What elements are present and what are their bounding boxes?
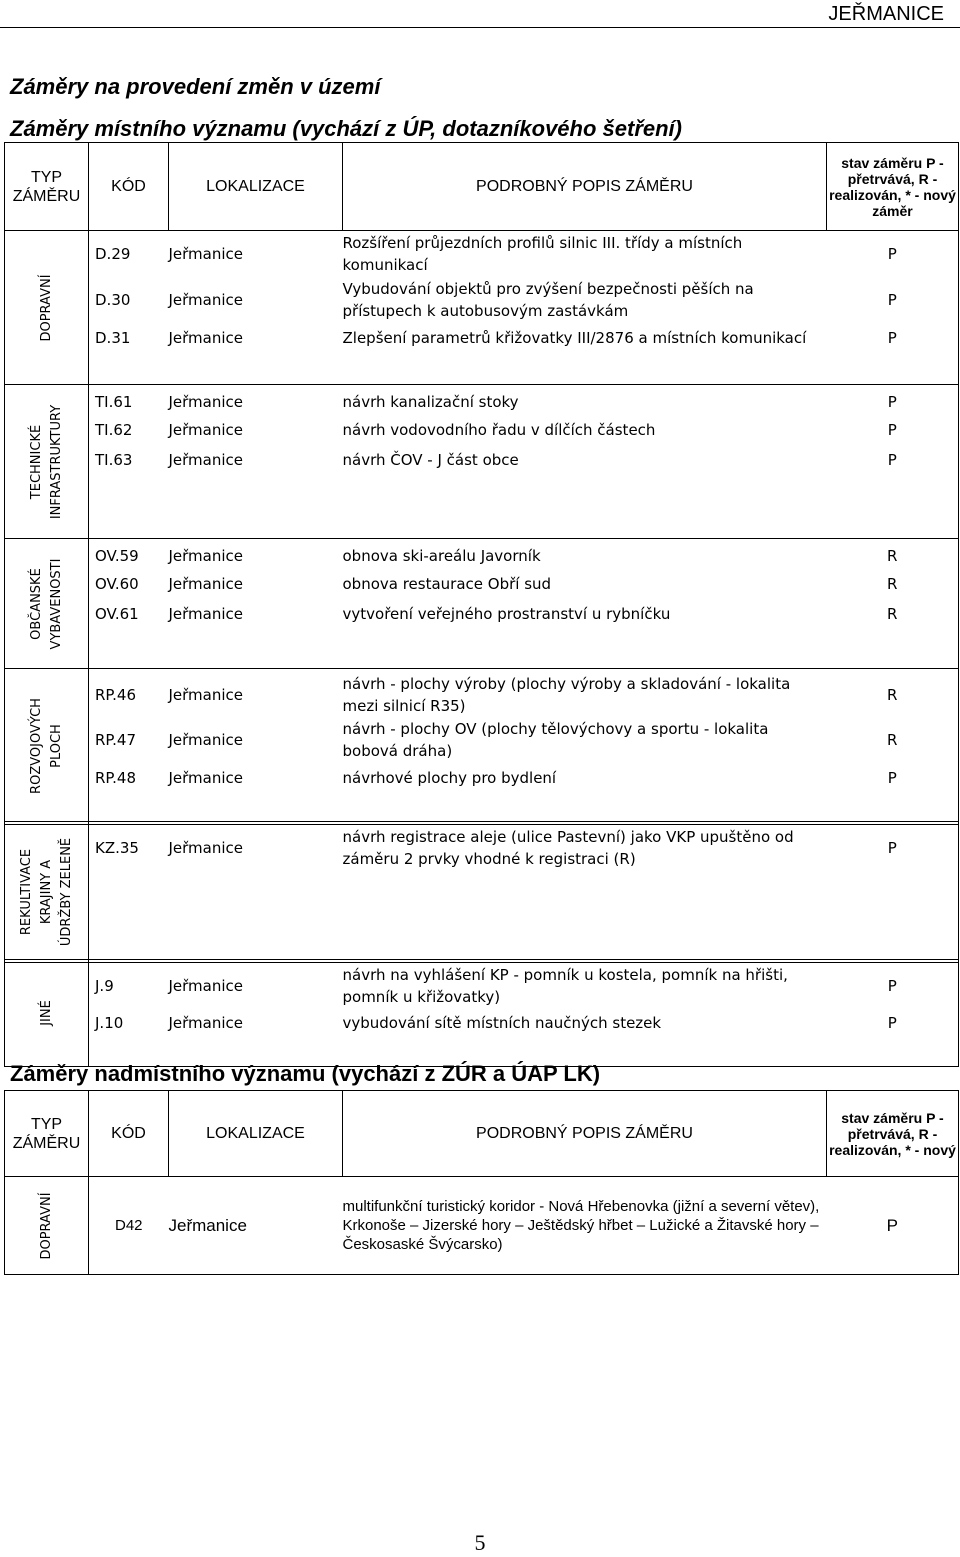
table-row	[5, 231, 959, 277]
table-row	[5, 763, 959, 793]
category-label: TECHNICKÉ INFRASTRUKTURY	[28, 404, 64, 519]
col-kod: KÓD	[89, 143, 169, 231]
group-2	[4, 538, 959, 669]
lokalizace-cell: Jeřmanice	[169, 1177, 343, 1275]
stav-cell: P	[827, 1008, 959, 1038]
lokalizace-cell: Jeřmanice	[168, 604, 244, 623]
popis-cell: obnova restaurace Obří sud	[342, 574, 552, 593]
page-number: 5	[474, 1530, 486, 1555]
col-stav: stav záměru P - přetrvává, R - realizován, * - nový záměr	[827, 143, 959, 231]
stav-cell: R	[827, 717, 959, 763]
group-4	[4, 821, 959, 963]
stav-cell: P	[827, 323, 959, 353]
category-label: DOPRAVNÍ	[38, 1191, 54, 1260]
header-title: JEŘMANICE	[828, 3, 944, 25]
table-row	[5, 960, 959, 1009]
popis-cell: vytvoření veřejného prostranství u rybníčku	[342, 604, 671, 623]
lokalizace-cell: Jeřmanice	[168, 574, 244, 593]
lokalizace-cell: Jeřmanice	[168, 328, 244, 347]
popis-cell: návrh ČOV - J část obce	[342, 450, 519, 469]
filler-row	[5, 475, 959, 539]
popis-cell: návrh - plochy OV (plochy tělovýchovy a sportu - lokalita bobová dráha)	[342, 720, 769, 760]
filler-row	[5, 870, 959, 962]
filler-row	[5, 793, 959, 824]
category-label: DOPRAVNÍ	[38, 273, 54, 342]
lokalizace-cell: Jeřmanice	[169, 960, 343, 1009]
category-label: ROZVOJOVÝCH PLOCH	[28, 698, 64, 795]
lokalizace-cell: Jeřmanice	[169, 822, 343, 871]
table-row	[5, 539, 959, 569]
category-label: REKULTIVACE KRAJINY A ÚDRŽBY ZELENĚ	[18, 837, 74, 946]
kod-cell: RP.46	[89, 669, 169, 718]
table-row	[5, 569, 959, 599]
group-3	[4, 668, 959, 825]
category-label: OBČANSKÉ VYBAVENOSTI	[28, 558, 64, 649]
filler-row	[5, 353, 959, 385]
table-row	[5, 385, 959, 415]
popis-cell: návrh - plochy výroby (plochy výroby a skladování - lokalita mezi silnicí R35)	[343, 669, 827, 718]
popis-cell: obnova ski-areálu Javorník	[343, 539, 827, 569]
stav-cell: R	[827, 539, 959, 569]
kod-cell: TI.63	[95, 450, 133, 469]
kod-cell: TI.61	[89, 385, 169, 415]
lokalizace-cell: Jeřmanice	[168, 244, 244, 263]
stav-cell: P	[827, 960, 959, 1009]
popis-cell: návrhové plochy pro bydlení	[342, 769, 557, 787]
t2-col-lokalizace: LOKALIZACE	[169, 1091, 343, 1177]
kod-cell: J.10	[95, 1014, 124, 1032]
table-row	[5, 277, 959, 323]
kod-cell: D42	[89, 1177, 169, 1275]
lokalizace-cell: Jeřmanice	[168, 290, 244, 309]
category-cell	[5, 960, 89, 1067]
table-row	[5, 599, 959, 629]
t2-col-kod: KÓD	[89, 1091, 169, 1177]
t2-col-popis: PODROBNÝ POPIS ZÁMĚRU	[343, 1091, 827, 1177]
kod-cell: OV.60	[95, 574, 139, 593]
col-lokalizace: LOKALIZACE	[169, 143, 343, 231]
lokalizace-cell: Jeřmanice	[168, 731, 244, 749]
popis-cell: návrh registrace aleje (ulice Pastevní) jako VKP upuštěno od záměru 2 prvky vhodné k registraci (R)	[343, 822, 827, 871]
table-row	[5, 669, 959, 718]
stav-cell: P	[827, 763, 959, 793]
t2-col-stav: stav záměru P - přetrvává, R - realizován, * - nový	[827, 1091, 959, 1177]
filler-row	[5, 629, 959, 669]
popis-cell: návrh kanalizační stoky	[343, 385, 827, 415]
stav-cell: R	[827, 669, 959, 718]
kod-cell: D.30	[95, 290, 131, 309]
stav-cell: P	[827, 1177, 959, 1275]
col-typ: TYP ZÁMĚRU	[5, 143, 89, 231]
lokalizace-cell: Jeřmanice	[169, 385, 343, 415]
group-1	[4, 384, 959, 539]
stav-cell: P	[827, 822, 959, 871]
local-heading: Záměry místního významu (vychází z ÚP, dotazníkového šetření)	[10, 116, 682, 141]
kod-cell: KZ.35	[89, 822, 169, 871]
group-0	[4, 230, 959, 385]
popis-cell: Rozšíření průjezdních profilů silnic III. třídy a místních komunikací	[342, 233, 743, 274]
table-row	[5, 445, 959, 475]
kod-cell: D.29	[95, 244, 131, 263]
kod-cell: D.31	[95, 328, 131, 347]
lokalizace-cell: Jeřmanice	[168, 1014, 244, 1032]
stav-cell: R	[827, 599, 959, 629]
popis-cell: návrh vodovodního řadu v dílčích částech	[342, 420, 656, 439]
table-row	[5, 323, 959, 353]
supra-heading: Záměry nadmístního významu (vychází z ZÚR a ÚAP LK)	[10, 1061, 601, 1086]
stav-cell: P	[827, 445, 959, 475]
popis-cell: multifunkční turistický koridor - Nová Hřebenovka (jižní a severní větev), Krkonoše – Jizerské hory – Ještědský hřbet – Lužické a Žitavské hory – Českosaské Švýcarsko)	[343, 1177, 827, 1275]
category-cell	[5, 822, 89, 963]
t2-col-typ: TYP ZÁMĚRU	[5, 1091, 89, 1177]
col-popis: PODROBNÝ POPIS ZÁMĚRU	[343, 143, 827, 231]
main-heading: Záměry na provedení změn v území	[10, 74, 381, 99]
group-5	[4, 959, 959, 1067]
kod-cell: RP.48	[95, 769, 136, 787]
stav-cell: P	[827, 277, 959, 323]
lokalizace-cell: Jeřmanice	[168, 769, 244, 787]
popis-cell: vybudování sítě místních naučných stezek	[342, 1014, 662, 1032]
page-header	[0, 0, 960, 28]
popis-cell: návrh na vyhlášení KP - pomník u kostela, pomník na hřišti, pomník u křižovatky)	[343, 960, 827, 1009]
lokalizace-cell: Jeřmanice	[168, 420, 244, 439]
category-label: JINÉ	[38, 999, 54, 1026]
stav-cell: R	[827, 569, 959, 599]
table-row	[5, 1008, 959, 1038]
category-cell	[5, 231, 89, 385]
stav-cell: P	[827, 231, 959, 277]
supra-plans-table	[4, 1090, 959, 1275]
table-row	[5, 717, 959, 763]
category-cell	[5, 385, 89, 539]
lokalizace-cell: Jeřmanice	[168, 450, 244, 469]
popis-cell: Vybudování objektů pro zvýšení bezpečnosti pěších na přístupech k autobusovým zastávkám	[342, 279, 754, 320]
lokalizace-cell: Jeřmanice	[169, 669, 343, 718]
kod-cell: OV.59	[89, 539, 169, 569]
category-cell	[5, 669, 89, 825]
table-row	[5, 822, 959, 871]
kod-cell: OV.61	[95, 604, 139, 623]
stav-cell: P	[827, 385, 959, 415]
category-cell	[5, 539, 89, 669]
local-plans-table	[4, 142, 959, 231]
kod-cell: J.9	[89, 960, 169, 1009]
stav-cell: P	[827, 415, 959, 445]
kod-cell: TI.62	[95, 420, 133, 439]
popis-cell: Zlepšení parametrů křižovatky III/2876 a místních komunikací	[342, 328, 807, 347]
table-row	[5, 415, 959, 445]
lokalizace-cell: Jeřmanice	[169, 539, 343, 569]
category-cell	[5, 1177, 89, 1275]
table-row	[5, 1177, 959, 1275]
kod-cell: RP.47	[95, 731, 136, 749]
